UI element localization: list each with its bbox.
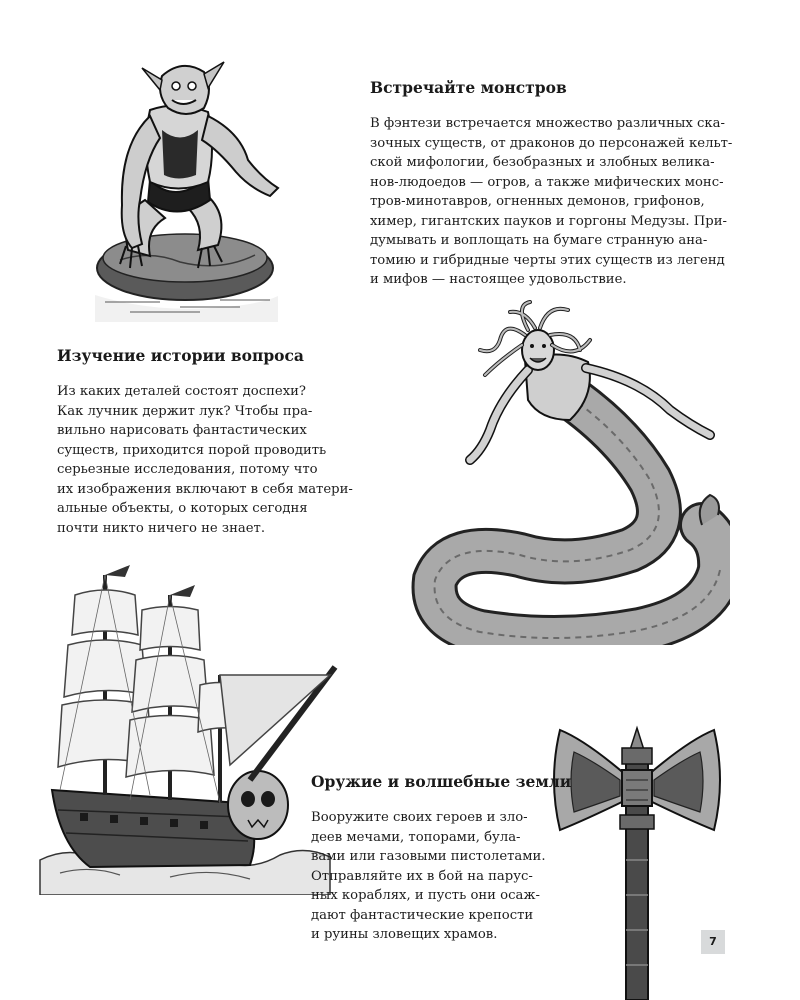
body-line: ской мифологии, безобразных и злобных велика-: [370, 155, 715, 170]
body-line: альные объекты, о которых сегодня: [57, 501, 308, 516]
body-line: серьезные исследования, потому что: [57, 462, 318, 477]
section-meet-monsters: [370, 78, 732, 290]
body-line: вильно нарисовать фантастических: [57, 423, 307, 438]
section-body: [57, 382, 353, 538]
body-line: тров-минотавров, огненных демонов, грифонов,: [370, 194, 705, 209]
section-history-research: [57, 346, 353, 538]
section-body: [370, 114, 732, 290]
double-axe-icon: [550, 720, 725, 1000]
body-line: дают фантастические крепости: [311, 907, 534, 923]
body-line: Вооружите своих героев и зло-: [311, 810, 528, 825]
section-title: Оружие и волшебные земли: [311, 772, 572, 791]
body-line: томию и гибридные черты этих существ из легенд: [370, 252, 725, 268]
body-line: деев мечами, топорами, була-: [311, 829, 521, 845]
goblin-on-rock-icon: [90, 50, 280, 322]
body-line: Как лучник держит лук? Чтобы пра-: [57, 403, 313, 419]
body-line: и руины зловещих храмов.: [311, 927, 498, 942]
sailing-ship-icon: [30, 555, 340, 895]
body-line: вами или газовыми пистолетами.: [311, 849, 546, 864]
body-line: и мифов — настоящее удовольствие.: [370, 272, 627, 287]
body-line: почти никто ничего не знает.: [57, 520, 266, 536]
body-line: думывать и воплощать на бумаге странную ана-: [370, 233, 708, 248]
body-line: существ, приходится порой проводить: [57, 442, 327, 458]
section-title: Изучение истории вопроса: [57, 346, 304, 365]
body-line: их изображения включают в себя матери-: [57, 481, 353, 497]
body-line: ных кораблях, и пусть они осаж-: [311, 888, 540, 903]
body-line: В фэнтези встречается множество различных ска-: [370, 116, 725, 131]
body-line: Отправляйте их в бой на парус-: [311, 868, 533, 884]
section-weapons-lands: [311, 772, 571, 945]
body-line: Из каких деталей состоят доспехи?: [57, 384, 306, 399]
body-line: нов-людоедов — огров, а также мифических монс-: [370, 174, 724, 190]
section-body: [311, 808, 571, 945]
medusa-icon: [410, 300, 730, 645]
body-line: зочных существ, от драконов до персонажей кельт-: [370, 135, 733, 151]
body-line: химер, гигантских пауков и горгоны Медузы. При-: [370, 213, 727, 229]
section-title: Встречайте монстров: [370, 78, 567, 97]
page-number: 7: [701, 930, 725, 954]
